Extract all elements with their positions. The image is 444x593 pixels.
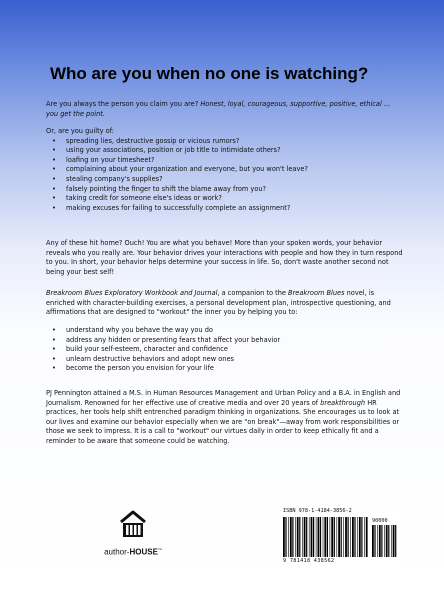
barcode-bar: [290, 517, 292, 557]
barcode-bar: [295, 517, 296, 557]
barcode-bar: [288, 517, 289, 557]
barcode-bar: [366, 517, 368, 557]
barcode-bar: [337, 517, 338, 557]
list-item: • loafing on your timesheet?: [46, 156, 404, 166]
isbn-barcode: [280, 506, 402, 568]
list-item: • address any hidden or presenting fears that affect your behavior: [46, 336, 404, 346]
barcode-bar: [304, 517, 306, 557]
barcode-bar: [311, 517, 313, 557]
isbn-text: ISBN 978-1-4184-3856-2: [283, 508, 352, 514]
help-section: [46, 326, 404, 374]
barcode-bar: [393, 525, 395, 557]
barcode-bar: [309, 517, 310, 557]
barcode-bar: [327, 517, 328, 557]
barcode-bar: [384, 525, 385, 557]
barcode-bar: [379, 525, 381, 557]
publisher-name: author-HOUSE™: [104, 547, 162, 557]
list-item: • stealing company's supplies?: [46, 175, 404, 185]
barcode-bar: [320, 517, 321, 557]
barcode-bar: [395, 525, 396, 557]
author-bio-paragraph: [46, 389, 404, 447]
barcode-bar: [377, 525, 378, 557]
barcode-bar: [354, 517, 355, 557]
hit-home-text: Any of these hit home? Ouch! You are what you behave! More than your spoken words, your behavior reveals who you really are. Your behavior drives your interactions with people and how they in turn respond to you. In short, your behavior helps determine your success in life. So, don't waste another second not being your best self!: [46, 239, 403, 276]
workbook-text: novel, is enriched with character-building exercises, a personal development plan, introspective questioning, and affirmations that are designed to "workout" the inner you by helping you to:: [46, 289, 391, 317]
price-code: 90000: [372, 518, 388, 524]
bio-emphasis: breakthrough: [320, 398, 366, 407]
intro-paragraph: [46, 100, 404, 119]
barcode-bar: [352, 517, 354, 557]
barcode-bar: [338, 517, 340, 557]
list-item: • falsely pointing the finger to shift the blame away from you?: [46, 185, 404, 195]
publisher-logo: [103, 508, 163, 557]
barcode-bar: [343, 517, 344, 557]
barcode-bar: [350, 517, 351, 557]
page-title: Who are you when no one is watching?: [50, 64, 369, 83]
barcode-bar: [306, 517, 307, 557]
barcode-bar: [313, 517, 314, 557]
barcode-bar: [372, 525, 374, 557]
barcode-bar: [299, 517, 300, 557]
barcode-bar: [331, 517, 333, 557]
barcode-bar: [348, 517, 349, 557]
barcode-number: 9 781418 438562: [283, 558, 335, 564]
workbook-title: Breakroom Blues Exploratory Workbook and Journal: [46, 289, 218, 297]
bio-text: HR practices, her tools help shift entrenched paradigm thinking in organizations. She encourages us to look at our lives and examine our behavior especially when we are "on break"—away from work responsibilities or those we seek to impress. It is a call to "workout" our virtues daily in order to keep ethically fit and a reminder to be aware that someone could be watching.: [46, 398, 400, 445]
barcode-bar: [341, 517, 342, 557]
barcode-bar: [330, 517, 331, 557]
barcode-bar: [283, 517, 285, 557]
list-item: • using your associations, position or job title to intimidate others?: [46, 146, 404, 156]
guilty-list: [46, 137, 404, 214]
guilty-section: [46, 127, 404, 213]
barcode-bar: [391, 525, 392, 557]
workbook-text: , a companion to the: [217, 289, 289, 297]
barcode-bar: [318, 517, 320, 557]
barcode-bars-icon: [283, 517, 369, 557]
barcode-bar: [297, 517, 299, 557]
hit-home-paragraph: [46, 239, 404, 277]
addon-barcode-bars-icon: [372, 525, 398, 557]
bio-text: PJ Pennington attained a M.S. in Human Resources Management and Urban Policy and a B.A. in English and Journalism. Renowned for her effective use of creative media and over 20 years of: [46, 389, 401, 407]
barcode-bar: [324, 517, 326, 557]
barcode-bar: [285, 517, 286, 557]
list-item: • build your self-esteem, character and confidence: [46, 345, 404, 355]
intro-question: Are you always the person you claim you are?: [46, 100, 201, 108]
list-item: • understand why you behave the way you do: [46, 326, 404, 336]
intro-traits: Honest, loyal, courageous, supportive, positive, ethical ... you get the point.: [46, 100, 391, 118]
list-item: • become the person you envision for your life: [46, 364, 404, 374]
barcode-bar: [316, 517, 317, 557]
barcode-bar: [323, 517, 324, 557]
barcode-bar: [386, 525, 388, 557]
help-list: [46, 326, 404, 374]
barcode-bar: [388, 525, 389, 557]
novel-title: Breakroom Blues: [288, 289, 345, 297]
workbook-paragraph: [46, 289, 404, 318]
list-item: • taking credit for someone else's ideas or work?: [46, 194, 404, 204]
list-item: • unlearn destructive behaviors and adopt new ones: [46, 355, 404, 365]
guilty-intro: Or, are you guilty of:: [46, 127, 115, 135]
list-item: • making excuses for failing to successfully complete an assignment?: [46, 204, 404, 214]
barcode-bar: [302, 517, 303, 557]
barcode-bar: [374, 525, 375, 557]
list-item: • spreading lies, destructive gossip or vicious rumors?: [46, 137, 404, 147]
list-item: • complaining about your organization and everyone, but you won't leave?: [46, 165, 404, 175]
barcode-bar: [361, 517, 362, 557]
barcode-bar: [381, 525, 382, 557]
barcode-bar: [292, 517, 293, 557]
barcode-bar: [359, 517, 361, 557]
barcode-bar: [334, 517, 335, 557]
authorhouse-logo-icon: [117, 508, 149, 540]
barcode-bar: [345, 517, 347, 557]
barcode-bar: [357, 517, 358, 557]
barcode-bar: [364, 517, 365, 557]
